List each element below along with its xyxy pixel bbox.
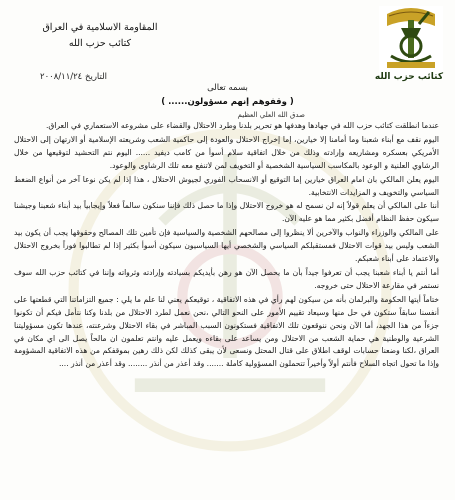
paragraph: ختاماً أيتها الحكومة والبرلمان بأنه من سيكون لهم رأي في هذه الاتفاقية ، توقيعكم يعني لنا علم ما يلي : جميع التزاماتنا التي قطعتها على أنفسنا سابقاً ستكون في حل منها وسيعاد تقييم الأمور على النحو التالي ،نحن نعمل لطرد الاحتلال من بلدنا وكنا نتأمل فيكم أن تكونوا جزءاً من هذا الجهد، أما الآن ونحن ننوقعون تلك الاتفاقية فستكونون السبب المباشر في بقاء الاحتلال وشرعنته، عندها تكون مسؤوليتنا الشرعية والوطنية هي حماية الشعب من الاحتلال ومن يساعد على بقاءه ويعمل عليه وانتم تعلمون ان مالحاً يصل الى اي مكان في العراق ،لكنا وضعنا حسابات لوقف اطلاق على قتال المحتل ونسعى لأن يبقى كذلك لكن ذلك رهين بموقفكم من هذه الاتفاقية المشؤومة وإذا ما تحول اتجاه السلاح فأنتم أولاً وأخيراً تتحملون المسؤولية كاملة ....... وقد أعذر من أنذر ........ وقد أعذر من أنذر ....	[14, 294, 439, 369]
statement-body	[14, 120, 439, 372]
emblem-caption: كتائب حزب الله	[374, 72, 444, 82]
paragraph: على المالكي والوزراء والنواب والآخرين ألا ينظروا إلى مصالحهم الشخصية والسياسية فإن تأمين تلك المصالح وحقوقها يجب أن يكون بيد الشعب وليس بيد قوات الاحتلال فمستقبلكم السياسي والشخصي أيها السياسيون سيكون أسوأ بكثير إذا لم تطالبوا فوراً بخروج الاحتلال والاعتماد على أبناء شعبكم.	[14, 228, 439, 264]
paragraph: اليوم نقف مع أبناء شعبنا وما أمامنا إلا خيارين، إما إخراج الاحتلال والعودة إلى حاكمية الشعب وشريعته الإسلامية أو الارتهان إلى الاحتلال الأمريكي بعسكره ومشاريعه وإرادته وذلك من خلال اتفاقية سلام أسوأ من كامب ديفيد ...... اليوم نتم التحشيد لتوقيعها من خلال الرشاوي العلنية و الوعود بالمكاسب السياسية الشخصية أو التخويف لمن لاتنفع معه تلك الرشاوى والوعود.	[14, 134, 439, 170]
paragraph: اليوم يعلن المالكي بان امام العراق خيارين إما التوقيع أو الانسحاب الفوري لجيوش الاحتلال ، هذا إذا لم يكن نوعا آخر من أنواع الضغط السياسي والتخويف و المزايدات الانتخابية.	[14, 174, 439, 197]
org-name-line-2: كتائب حزب الله	[68, 38, 132, 49]
quran-verse: ( وقفوهم إنهم مسؤولون...... )	[161, 97, 294, 107]
verse-source: صدق الله العلي العظيم	[237, 111, 305, 119]
date-line	[40, 72, 107, 82]
date-label: التاريخ	[84, 72, 108, 82]
paragraph: أننا على المالكي أن يعلم قولاً إنه لن نسمح له هو خروج الاحتلال وإذا ما حصل ذلك فإننا سنكون سالماً فعلاً وإيجابياً بيد أبناء شعبنا وجيشنا سيكون حفظ النظام أفضل بكثير مما هو عليه الآن.	[14, 201, 439, 224]
letterhead	[0, 0, 455, 90]
org-name-line-1: المقاومة الاسلامية في العراق	[42, 22, 158, 33]
basmala: بسمه تعالى	[207, 83, 248, 93]
date-value: ٢٠٠٨/١١/٢٤	[40, 72, 83, 82]
kataib-hezbollah-emblem-icon	[379, 6, 443, 80]
paragraph: عندما انطلقت كتائب حزب الله في جهادها وهدفها هو تحرير بلدنا وطرد الاحتلال والقضاء على مشروعه الاستعماري في العراق.	[45, 121, 439, 130]
paragraph: أما أنتم يا أبناء شعبنا يجب أن تعرفوا جيداً بأن ما يحصل الآن هو رهن بأيديكم بسيادته وإرادته وثرواته وإننا في كتائب حزب الله سوف نستمر في مقارعة الاحتلال حتى خروجه.	[14, 267, 439, 290]
